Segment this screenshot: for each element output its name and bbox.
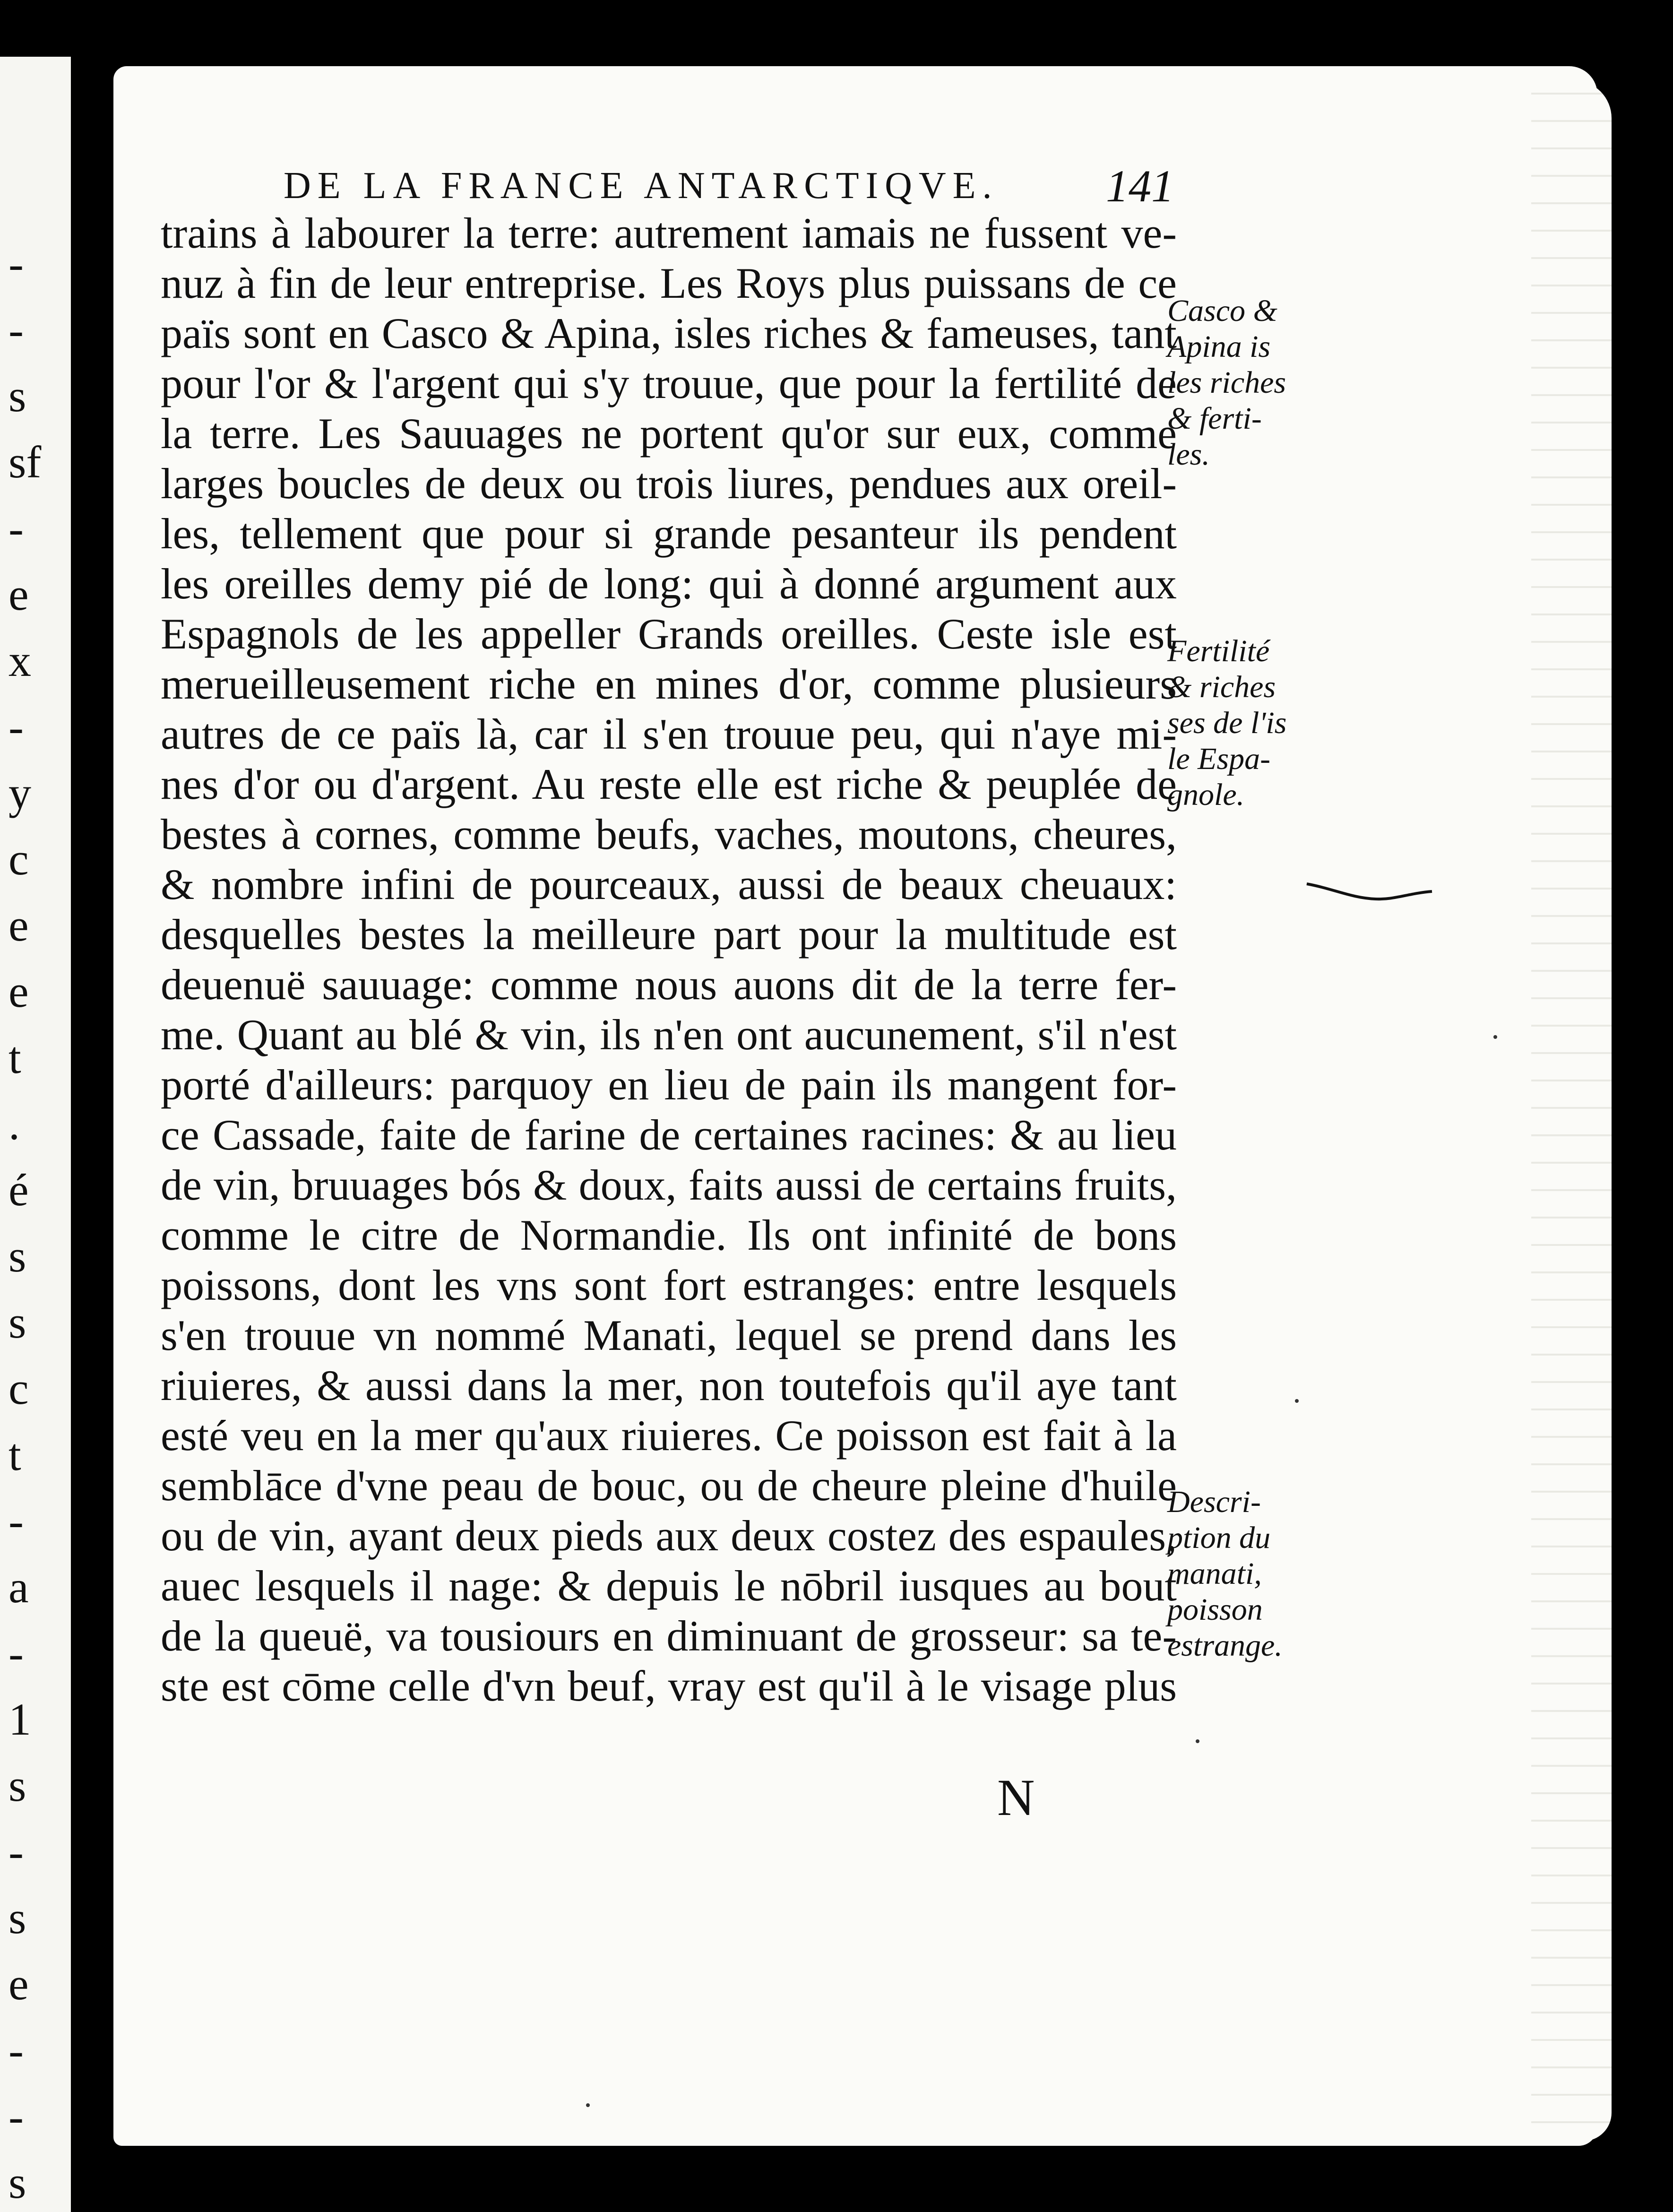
page-number: 141 xyxy=(1106,161,1174,211)
running-head: DE LA FRANCE ANTARCTIQVE. xyxy=(284,165,999,207)
book-gutter xyxy=(71,47,113,2160)
text-line: deuenuë sauuage: comme nous auons dit de la terre fer- xyxy=(161,960,1177,1009)
marginal-note-line: poisson xyxy=(1167,1592,1263,1627)
marginal-note-casco-apina xyxy=(1167,293,1286,473)
text-line: de vin, bruuages bós & doux, faits aussi de certains fruits, xyxy=(161,1161,1177,1209)
previous-page-fragment: - xyxy=(9,1495,24,1546)
previous-page-fragment: - xyxy=(9,1628,24,1678)
pen-stroke-mark xyxy=(1304,870,1437,907)
text-line: nes d'or ou d'argent. Au reste elle est riche & peuplée de xyxy=(161,760,1177,808)
previous-page-fragment: x xyxy=(9,635,31,686)
marginal-note-line: estrange. xyxy=(1167,1628,1283,1663)
marginal-note-line: Descri- xyxy=(1167,1485,1261,1519)
text-line: comme le citre de Normandie. Ils ont infinité de bons xyxy=(161,1211,1177,1259)
page-speck xyxy=(1493,1035,1497,1039)
text-line: me. Quant au blé & vin, ils n'en ont aucunement, s'il n'est xyxy=(161,1011,1177,1059)
marginal-note-line: ption du xyxy=(1167,1521,1271,1555)
previous-page-fragment: e xyxy=(9,569,29,620)
text-line: ce Cassade, faite de farine de certaines racines: & au lieu xyxy=(161,1111,1177,1159)
marginal-note-line: le Espa- xyxy=(1167,742,1271,776)
text-line: les oreilles demy pié de long: qui à donné argument aux xyxy=(161,560,1177,608)
text-line: ou de vin, ayant deux pieds aux deux costez des espaules, xyxy=(161,1512,1177,1560)
text-line: riuieres, & aussi dans la mer, non toutefois qu'il aye tant xyxy=(161,1361,1177,1409)
marginal-note-line: gnole. xyxy=(1167,778,1245,812)
marginal-note-line: Fertilité xyxy=(1167,634,1270,668)
marginal-note-line: les riches xyxy=(1167,365,1286,400)
text-line: de la queuë, va tousiours en diminuant de grosseur: sa te- xyxy=(161,1612,1177,1660)
text-line: auec lesquels il nage: & depuis le nōbril iusques au bout xyxy=(161,1562,1177,1610)
marginal-note-line: & ferti- xyxy=(1167,401,1262,436)
previous-page-fragment: 1 xyxy=(9,1694,31,1745)
previous-page-fragment: s xyxy=(9,1892,26,1943)
previous-page-fragment: e xyxy=(9,900,29,950)
text-line: larges boucles de deux ou trois liures, pendues aux oreil- xyxy=(161,459,1177,508)
text-line: desquelles bestes la meilleure part pour la multitude est xyxy=(161,910,1177,959)
text-line: nuz à fin de leur entreprise. Les Roys plus puissans de ce xyxy=(161,259,1177,307)
page-speck xyxy=(586,2103,590,2107)
text-line: merueilleusement riche en mines d'or, comme plusieurs xyxy=(161,660,1177,708)
previous-page-fragment: é xyxy=(9,1165,29,1215)
text-line: bestes à cornes, comme beufs, vaches, moutons, cheures, xyxy=(161,810,1177,858)
previous-page-fragment: - xyxy=(9,304,24,355)
text-line: poissons, dont les vns sont fort estranges: entre lesquels xyxy=(161,1261,1177,1309)
text-line: semblāce d'vne peau de bouc, ou de cheure pleine d'huile xyxy=(161,1461,1177,1510)
text-line: Espagnols de les appeller Grands oreilles. Ceste isle est xyxy=(161,610,1177,658)
marginal-note-line: les. xyxy=(1167,437,1210,472)
text-line: autres de ce païs là, car il s'en trouue peu, qui n'aye mi- xyxy=(161,710,1177,758)
text-line: s'en trouue vn nommé Manati, lequel se prend dans les xyxy=(161,1311,1177,1359)
previous-page-fragment: - xyxy=(9,1826,24,1877)
signature-mark: N xyxy=(997,1769,1035,1826)
text-line: les, tellement que pour si grande pesanteur ils pendent xyxy=(161,510,1177,558)
previous-page-fragment: c xyxy=(9,1363,29,1414)
page-speck xyxy=(1196,1739,1199,1743)
marginal-note-line: Casco & xyxy=(1167,294,1277,328)
text-line: païs sont en Casco & Apina, isles riches & fameuses, tant xyxy=(161,309,1177,357)
marginal-note-line: manati, xyxy=(1167,1556,1262,1591)
previous-page-fragment: s xyxy=(9,1231,26,1281)
page-speck xyxy=(1295,1399,1299,1403)
body-text xyxy=(161,208,1177,1711)
previous-page-fragment: c xyxy=(9,834,29,884)
previous-page-fragment: s xyxy=(9,2157,26,2208)
previous-page-fragment: sf xyxy=(9,437,42,487)
previous-page-fragment: - xyxy=(9,503,24,553)
previous-page-fragment: e xyxy=(9,1959,29,2009)
previous-page-fragment: a xyxy=(9,1562,29,1612)
previous-page-edge xyxy=(0,57,71,2212)
previous-page-fragment: - xyxy=(9,2091,24,2142)
text-line: esté veu en la mer qu'aux riuieres. Ce poisson est fait à la xyxy=(161,1411,1177,1460)
marginal-note-fertilite xyxy=(1167,633,1286,813)
marginal-note-line: ses de l'is xyxy=(1167,706,1287,740)
previous-page-fragment: s xyxy=(9,1297,26,1348)
previous-page-fragment: e xyxy=(9,966,29,1017)
text-line: & nombre infini de pourceaux, aussi de beaux cheuaux: xyxy=(161,860,1177,908)
previous-page-fragment: t xyxy=(9,1032,21,1083)
previous-page-fragment: - xyxy=(9,2025,24,2075)
text-line: ste est cōme celle d'vn beuf, vray est qu'il à le visage plus xyxy=(161,1662,1177,1710)
previous-page-fragment: . xyxy=(9,1098,20,1149)
marginal-note-line: & riches xyxy=(1167,670,1276,704)
page-fore-edge xyxy=(1531,80,1612,2141)
previous-page-fragment: - xyxy=(9,238,24,289)
marginal-note-line: Apina is xyxy=(1167,329,1271,364)
text-line: la terre. Les Sauuages ne portent qu'or sur eux, comme xyxy=(161,409,1177,458)
previous-page-fragment: s xyxy=(9,1760,26,1811)
previous-page-fragment: s xyxy=(9,371,26,421)
previous-page-fragment: y xyxy=(9,768,31,818)
text-line: pour l'or & l'argent qui s'y trouue, que pour la fertilité de xyxy=(161,359,1177,407)
text-line: porté d'ailleurs: parquoy en lieu de pain ils mangent for- xyxy=(161,1061,1177,1109)
previous-page-fragment: t xyxy=(9,1429,21,1480)
previous-page-fragment: - xyxy=(9,701,24,752)
marginal-note-manati xyxy=(1167,1484,1283,1664)
text-line: trains à labourer la terre: autrement iamais ne fussent ve- xyxy=(161,209,1177,257)
